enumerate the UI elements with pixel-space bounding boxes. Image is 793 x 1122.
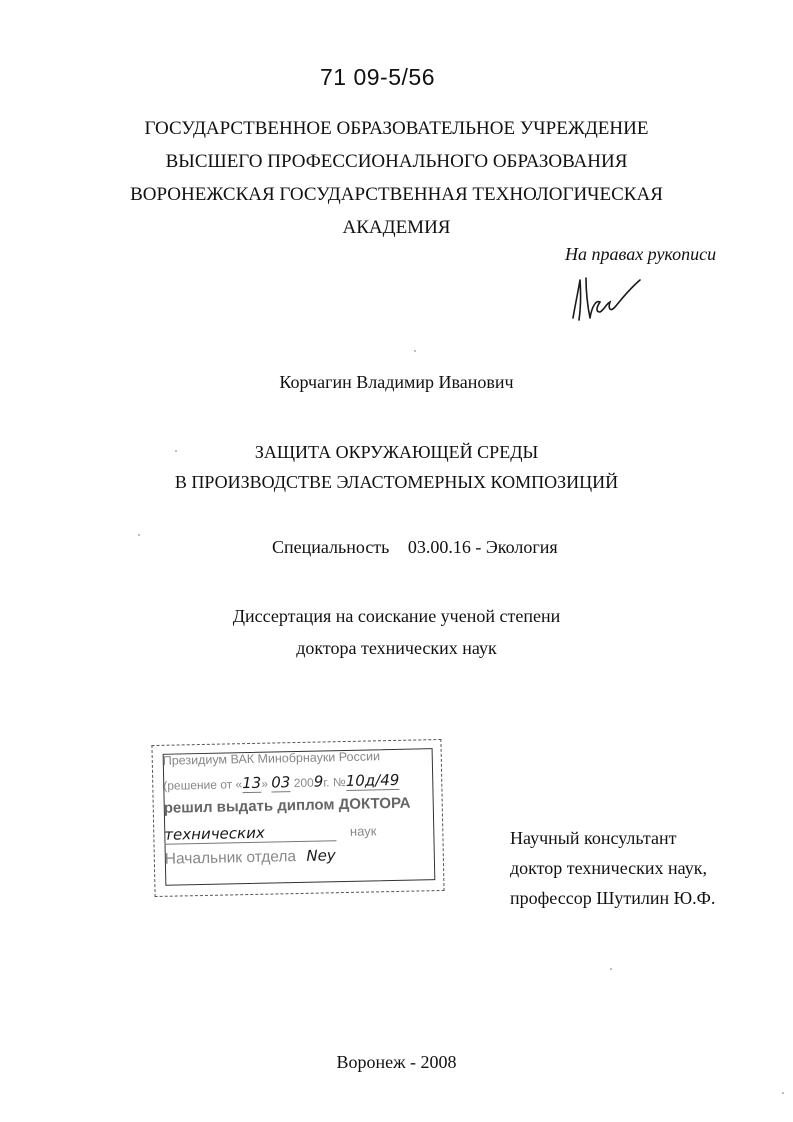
institution-block [0,112,793,244]
stamp-line-4-suffix: наук [349,823,377,839]
stamp-chief-signature: Ney [306,846,336,865]
scan-speck [610,968,612,970]
institution-line-2: ВЫСШЕГО ПРОФЕССИОНАЛЬНОГО ОБРАЗОВАНИЯ [165,151,628,172]
stamp-decision-prefix: (решение от « [163,777,243,793]
dissertation-title [0,437,793,497]
stamp-line-1: Президиум ВАК Минобрнауки России [162,749,381,768]
city-year: Воронеж - 2008 [336,1052,457,1072]
specialty-label: Специальность [272,537,390,557]
scan-speck [782,1092,784,1094]
registry-code: 71 09-5/56 [320,64,435,90]
institution-line-1: ГОСУДАРСТВЕННОЕ ОБРАЗОВАТЕЛЬНОЕ УЧРЕЖДЕНИЕ [144,118,649,139]
stamp-line-5 [165,846,336,869]
stamp-chief-label: Начальник отдела [164,848,297,868]
consultant-line-1: Научный консультант [510,828,677,848]
consultant-line-3: профессор Шутилин Ю.Ф. [510,888,716,908]
stamp-number-label: г. № [323,774,346,790]
institution-line-3: ВОРОНЕЖСКАЯ ГОСУДАРСТВЕННАЯ ТЕХНОЛОГИЧЕСКАЯ [130,184,663,205]
title-line-1: ЗАЩИТА ОКРУЖАЮЩЕЙ СРЕДЫ [254,442,539,462]
stamp-day: 13 [241,773,262,793]
vak-stamp [151,739,444,897]
stamp-month: 03 [271,773,291,792]
title-line-2: В ПРОИЗВОДСТВЕ ЭЛАСТОМЕРНЫХ КОМПОЗИЦИЙ [174,472,619,492]
scan-speck [138,534,140,536]
scan-speck [175,450,177,452]
stamp-number: 10д/49 [345,770,400,790]
institution-line-4: АКАДЕМИЯ [342,217,451,238]
degree-statement [0,600,793,664]
stamp-year-prefix: 200 [293,775,314,791]
rights-note: На правах рукописи [565,244,717,264]
specialty-value: 03.00.16 - Экология [407,537,558,557]
scan-speck [414,350,416,352]
stamp-line-3: решил выдать диплом ДОКТОРА [163,794,411,817]
degree-line-1: Диссертация на соискание ученой степени [232,606,561,626]
stamp-quote-close: » [261,776,269,791]
specialty [272,537,558,558]
stamp-field: технических [164,822,336,845]
degree-line-2: доктора технических наук [296,638,497,658]
consultant-line-2: доктор технических наук, [510,858,707,878]
author-signature [566,272,646,332]
consultant-block [510,823,715,913]
author-name: Корчагин Владимир Иванович [279,372,514,392]
stamp-year-digit: 9 [313,772,324,791]
